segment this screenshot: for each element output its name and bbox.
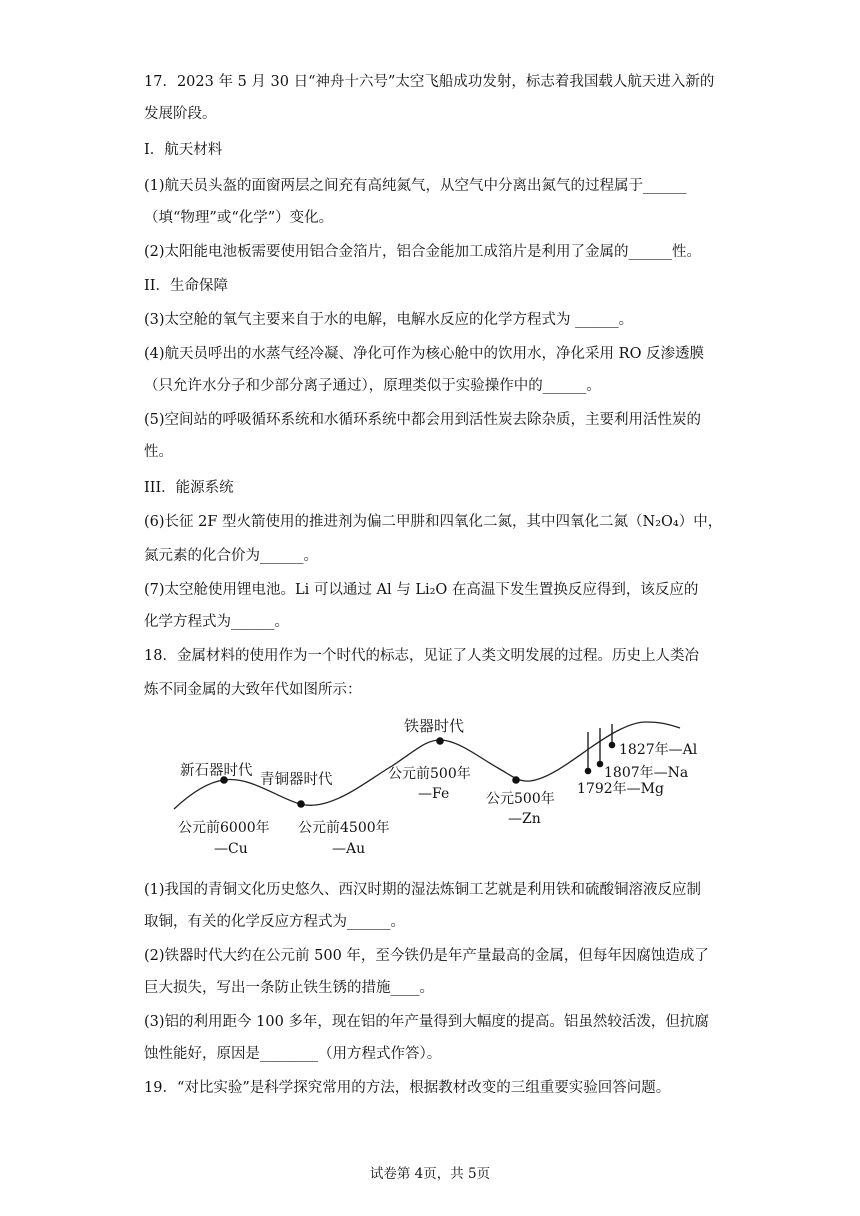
au-year: 公元前4500年 bbox=[298, 820, 390, 836]
q17-section3-heading: III．能源系统 bbox=[144, 480, 234, 496]
q17-p3: (3)太空舱的氧气主要来自于水的电解，电解水反应的化学方程式为 ______。 bbox=[144, 312, 634, 328]
label-iron: 铁器时代 bbox=[404, 717, 465, 735]
q17-p4-line1: (4)航天员呼出的水蒸气经冷凝、净化可作为核心舱中的饮用水，净化采用 RO 反渗透膜 bbox=[144, 346, 705, 362]
mg-point bbox=[585, 768, 592, 775]
mg-label: 1792年—Mg bbox=[577, 781, 664, 797]
au-metal: —Au bbox=[332, 841, 366, 857]
q17-p5-line1: (5)空间站的呼吸循环系统和水循环系统中都会用到活性炭去除杂质，主要利用活性炭的 bbox=[144, 412, 702, 428]
q19-intro: 19．“对比实验”是科学探究常用的方法，根据教材改变的三组重要实验回答问题。 bbox=[144, 1080, 671, 1096]
q17-p1-line2: （填“物理”或“化学”）变化。 bbox=[144, 210, 334, 226]
q17-p5-line2: 性。 bbox=[144, 444, 173, 460]
q17-p6-line2: 氮元素的化合价为______。 bbox=[144, 548, 318, 564]
q18-intro-line2: 炼不同金属的大致年代如图所示： bbox=[144, 682, 362, 698]
al-point bbox=[609, 742, 616, 749]
q18-p1-line1: (1)我国的青铜文化历史悠久、西汉时期的湿法炼铜工艺就是利用铁和硫酸铜溶液反应制 bbox=[144, 882, 702, 898]
label-bronze: 青铜器时代 bbox=[260, 772, 333, 788]
fe-metal: —Fe bbox=[418, 786, 450, 802]
q18-p3-line2: 蚀性能好，原因是________（用方程式作答）。 bbox=[144, 1046, 442, 1062]
au-point bbox=[297, 800, 305, 808]
page-footer: 试卷第 4页，共 5页 bbox=[369, 1166, 491, 1182]
zn-point bbox=[512, 776, 520, 784]
na-point bbox=[597, 761, 604, 768]
q17-section1-heading: I．航天材料 bbox=[144, 142, 223, 158]
cu-metal: —Cu bbox=[214, 841, 248, 857]
label-neolithic: 新石器时代 bbox=[180, 763, 253, 779]
fe-year: 公元前500年 bbox=[388, 766, 471, 782]
q18-intro-line1: 18．金属材料的使用作为一个时代的标志，见证了人类文明发展的过程。历史上人类冶 bbox=[144, 648, 699, 664]
q17-p7-line1: (7)太空舱使用锂电池。Li 可以通过 Al 与 Li₂O 在高温下发生置换反应得到，该反应的 bbox=[144, 582, 699, 598]
q17-p7-line2: 化学方程式为______。 bbox=[144, 614, 289, 630]
zn-metal: —Zn bbox=[508, 811, 541, 827]
q17-intro-line2: 发展阶段。 bbox=[144, 106, 217, 122]
q17-p2: (2)太阳能电池板需要使用铝合金箔片，铝合金能加工成箔片是利用了金属的______性。 bbox=[144, 244, 702, 260]
q18-p2-line2: 巨大损失，写出一条防止铁生锈的措施____。 bbox=[144, 980, 434, 996]
q17-section2-heading: II．生命保障 bbox=[144, 278, 228, 294]
al-label: 1827年—Al bbox=[619, 742, 698, 758]
q18-p3-line1: (3)铝的利用距今 100 多年，现在铝的年产量得到大幅度的提高。铝虽然较活泼，但抗腐 bbox=[144, 1014, 709, 1030]
na-label: 1807年—Na bbox=[604, 765, 689, 781]
metal-history-svg bbox=[160, 702, 720, 867]
cu-year: 公元前6000年 bbox=[178, 820, 270, 836]
metal-history-figure bbox=[160, 702, 720, 867]
fe-point bbox=[436, 737, 444, 745]
q17-p1-line1: (1)航天员头盔的面窗两层之间充有高纯氮气，从空气中分离出氮气的过程属于______ bbox=[144, 178, 687, 194]
q18-p2-line1: (2)铁器时代大约在公元前 500 年，至今铁仍是年产量最高的金属，但每年因腐蚀造成了 bbox=[144, 948, 709, 964]
q17-p6-line1: (6)长征 2F 型火箭使用的推进剂为偏二甲肼和四氧化二氮，其中四氧化二氮（N₂O₄）中， bbox=[144, 514, 723, 530]
q17-intro-line1: 17．2023 年 5 月 30 日“神舟十六号”太空飞船成功发射，标志着我国载人航天进入新的 bbox=[144, 74, 715, 90]
q17-p4-line2: （只允许水分子和少部分离子通过），原理类似于实验操作中的______。 bbox=[144, 378, 601, 394]
q18-p1-line2: 取铜，有关的化学反应方程式为______。 bbox=[144, 914, 405, 930]
zn-year: 公元500年 bbox=[486, 791, 555, 807]
